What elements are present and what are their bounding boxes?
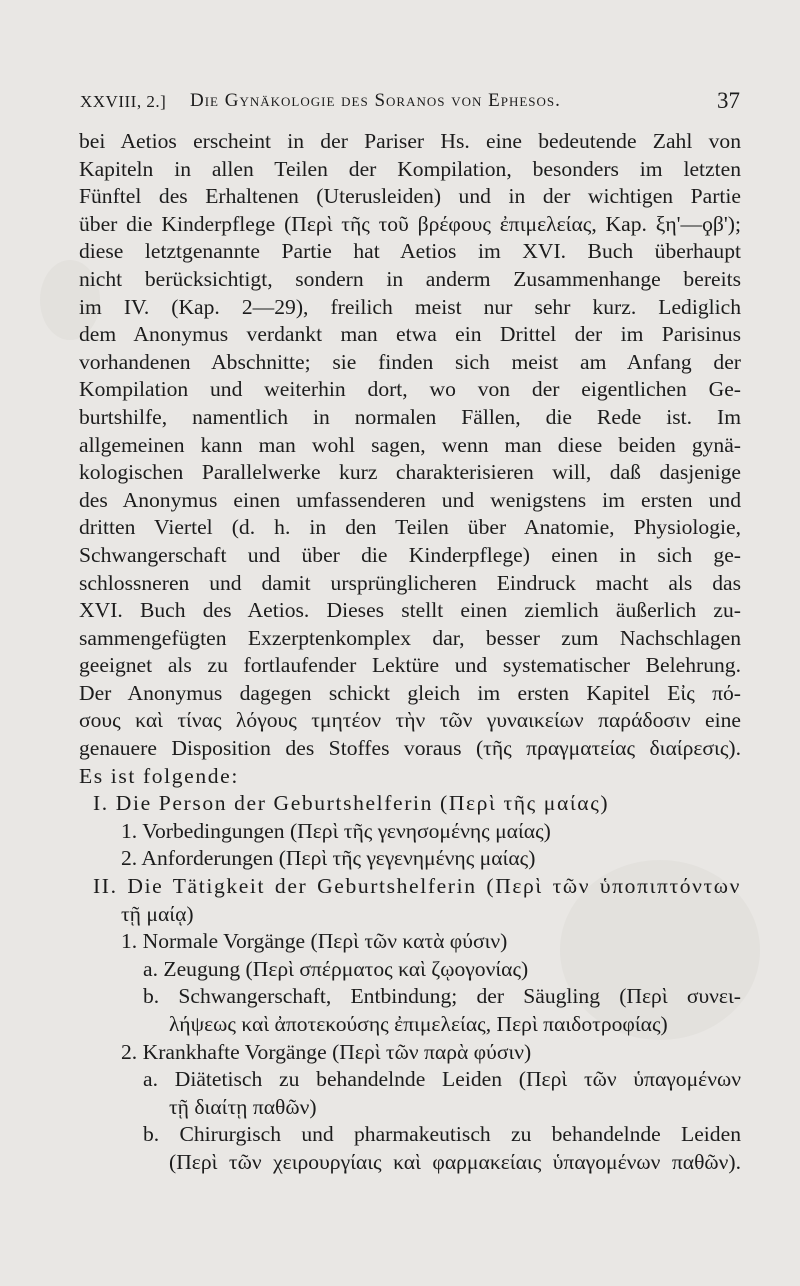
text-line: schlossneren und damit ursprünglicheren Eindruck macht als das	[79, 570, 741, 595]
text-line: Schwangerschaft und über die Kinderpflege) einen in sich ge-	[79, 542, 741, 567]
text-line: vorhandenen Abschnitte; sie finden sich meist am Anfang der	[79, 349, 741, 374]
outline-item: 2. Krankhafte Vorgänge (Περὶ τῶν παρὰ φύσιν)	[121, 1039, 532, 1064]
outline-item: 1. Normale Vorgänge (Περὶ τῶν κατὰ φύσιν)	[121, 929, 508, 954]
text-line: über die Kinderpflege (Περὶ τῆς τοῦ βρέφους ἐπιμελείας, Kap. ξη'—ϙβ');	[79, 211, 741, 236]
text-line: im IV. (Kap. 2—29), freilich meist nur sehr kurz. Lediglich	[79, 294, 741, 319]
section-reference: XXVIII, 2.]	[80, 92, 167, 111]
text-line: Kompilation und weiterhin dort, wo von der eigentlichen Ge-	[79, 377, 741, 402]
text-line: genauere Disposition des Stoffes voraus (τῆς πραγματείας διαίρεσις).	[79, 736, 741, 761]
page-body-text	[79, 128, 741, 1177]
text-line: geeignet als zu fortlaufender Lektüre und systematischer Belehrung.	[79, 653, 741, 678]
outline-continuation: τῇ διαίτῃ παθῶν)	[169, 1094, 317, 1119]
text-line: Kapiteln in allen Teilen der Kompilation, besonders im letzten	[79, 156, 741, 181]
text-line: kologischen Parallelwerke kurz charakterisieren will, daß dasjenige	[79, 460, 741, 485]
running-title: Die Gynäkologie des Soranos von Ephesos.	[190, 90, 561, 111]
outline-subitem: a. Zeugung (Περὶ σπέρματος καὶ ζῳογονίας)	[143, 956, 529, 981]
running-header	[80, 86, 740, 122]
outline-heading: I. Die Person der Geburtshelferin (Περὶ τῆς μαίας)	[93, 791, 610, 816]
text-line: allgemeinen kann man wohl sagen, wenn man diese beiden gynä-	[79, 432, 741, 457]
text-line: Fünftel des Erhaltenen (Uterusleiden) und in der wichtigen Partie	[79, 184, 741, 209]
text-line: des Anonymus einen umfassenderen und wenigstens im ersten und	[79, 487, 741, 512]
text-line: sammengefügten Exzerptenkomplex dar, besser zum Nachschlagen	[79, 625, 741, 650]
text-line: bei Aetios erscheint in der Pariser Hs. eine bedeutende Zahl von	[79, 129, 741, 153]
outline-item: 1. Vorbedingungen (Περὶ τῆς γενησομένης μαίας)	[121, 818, 551, 843]
text-line: σους καὶ τίνας λόγους τμητέον τὴν τῶν γυναικείων παράδοσιν eine	[79, 708, 741, 733]
outline-item: 2. Anforderungen (Περὶ τῆς γεγενημένης μαίας)	[121, 846, 536, 871]
text-line: Es ist folgende:	[79, 763, 239, 788]
text-line: Der Anonymus dagegen schickt gleich im ersten Kapitel Εἰς πό-	[79, 680, 741, 705]
text-line: dritten Viertel (d. h. in den Teilen über Anatomie, Physiologie,	[79, 515, 741, 540]
outline-subitem: b. Chirurgisch und pharmakeutisch zu behandelnde Leiden	[143, 1122, 741, 1147]
outline-continuation: λήψεως καὶ ἀποτεκούσης ἐπιμελείας, Περὶ παιδοτροφίας)	[169, 1012, 668, 1036]
text-line: diese letztgenannte Partie hat Aetios im XVI. Buch überhaupt	[79, 239, 741, 264]
outline-continuation: (Περὶ τῶν χειρουργίαις καὶ φαρμακείαις ὑπαγομένων παθῶν).	[169, 1149, 741, 1174]
outline-heading: II. Die Tätigkeit der Geburtshelferin (Περὶ τῶν ὑποπιπτόντων	[93, 874, 741, 899]
outline-continuation: τῇ μαίᾳ)	[121, 901, 194, 926]
outline-subitem: b. Schwangerschaft, Entbindung; der Säugling (Περὶ συνει-	[143, 984, 741, 1009]
text-line: nicht berücksichtigt, sondern in anderm Zusammenhange bereits	[79, 266, 741, 291]
outline-subitem: a. Diätetisch zu behandelnde Leiden (Περὶ τῶν ὑπαγομένων	[143, 1067, 741, 1092]
page-number: 37	[717, 88, 740, 113]
text-line: dem Anonymus verdankt man etwa ein Drittel der im Parisinus	[79, 322, 741, 347]
text-line: burtshilfe, namentlich in normalen Fällen, die Rede ist. Im	[79, 404, 741, 429]
text-line: XVI. Buch des Aetios. Dieses stellt einen ziemlich äußerlich zu-	[79, 598, 741, 623]
